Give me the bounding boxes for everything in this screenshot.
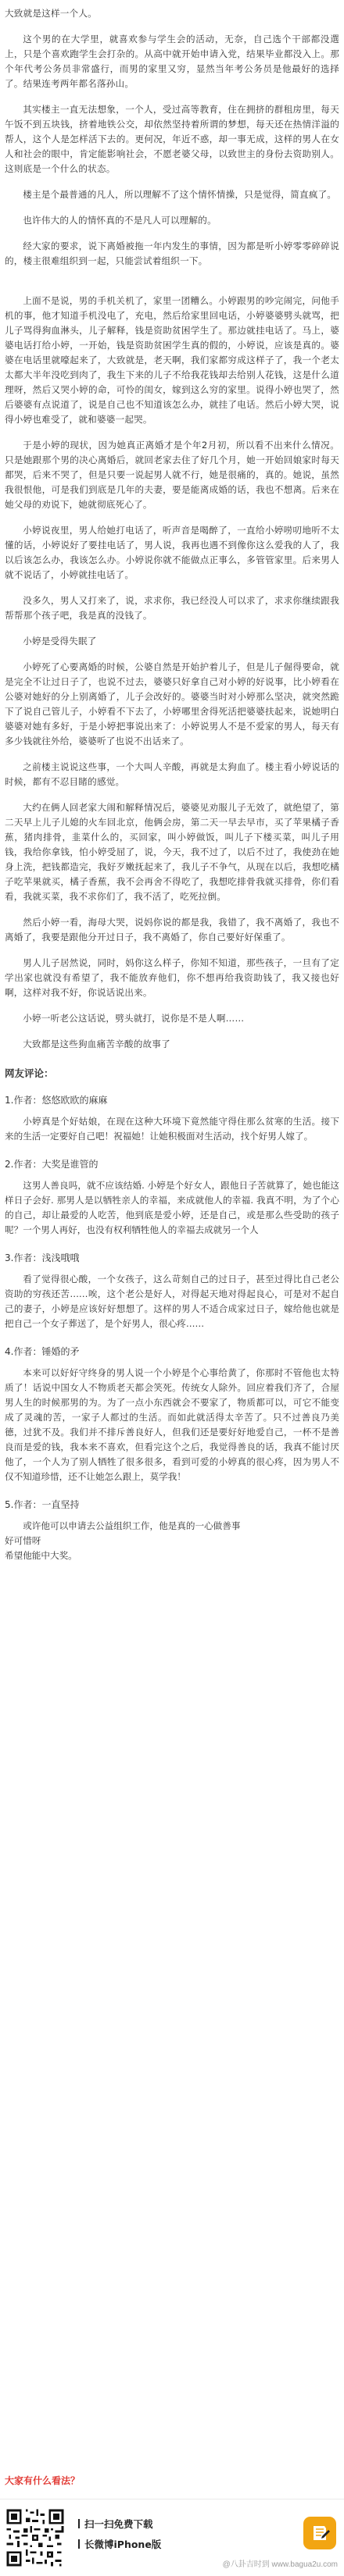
app-promo-footer (0, 2499, 344, 2576)
article-paragraph: 小婷一听老公这话说，劈头就打，说你是不是人啊…… (23, 1013, 245, 1024)
article-paragraph: 男人儿子居然说，同时，妈你这么样子，你知不知道，那些孩子，一旦有了定学出家也就没有希望了，我不能放弃他们，你不想再给我资助钱了，我又接也好啊，这样对我不好，你说话说出来。 (5, 957, 339, 998)
comment-text: 小婷真是个好姑娘，在现在这种大环境下竟然能守得住那么贫寒的生活。接下来的生活一定要好自己吧！祝福她！让她积极面对生活动，找个好男人嫁了。 (5, 1116, 339, 1142)
app-version-line (78, 2537, 195, 2551)
app-logo-icon[interactable] (303, 2517, 336, 2549)
article-paragraph: 于是小婷的现状，因为她真正离婚才是个年2月初，所以看不出来什么情况。只是她跟那个男的决心离婚后，就回老家去住了好几个月，她一开始回娘家时每天都哭，后来不哭了，但是只要一说起男人就不行，她是很痛的，真的。她说，虽然我很恨他，可是我们到底是几年的夫妻，要是能离成婚的话，我也不想离。后来在她父母的劝说下，她就彻底死心了。 (5, 440, 339, 510)
comment-item (5, 1344, 339, 1484)
article-paragraph: 小婷是受得失眠了 (23, 636, 97, 647)
app-version-label[interactable]: 长微博iPhone版 (84, 2539, 162, 2550)
divider-bar (78, 2519, 80, 2528)
qr-code-icon[interactable] (5, 2507, 66, 2568)
comments-title: 网友评论： (5, 1067, 54, 1079)
watermark-text: @八卦吉时到 www.bagua2u.com (222, 2560, 338, 2569)
article-paragraph: 其实楼主一直无法想象，一个人，受过高等教育，住在拥挤的群租房里，每天午饭不到五块钱，挤着地铁公交，却依然坚持着所谓的梦想，每天还在热情洋溢的帮人，这个人是怎样活下去的。更何况，年近不惑，却一事无成，这样的男人在女人和社会的眼中，肯定能影响社会，不愿老婆父母，以致世主的身份去资助别人。这则底是一个什么的状态。 (5, 104, 339, 174)
article-paragraph: 也许伟大的人的情怀真的不是凡人可以理解的。 (23, 215, 217, 226)
comment-item (5, 1497, 339, 1563)
comment-author: 5.作者：一直坚持 (5, 1499, 80, 1510)
app-download-text (78, 2515, 195, 2551)
comment-item (5, 1092, 339, 1144)
article-paragraph: 小婷死了心要离婚的时候，公婆自然是开始护着儿子，但是儿子倔得要命，就是完全不让过日子了，也说不过去，婆婆只好拿自己对小婷的好说事，比小婷看在公婆对她好的分上别离婚了，儿子会改好的。婆婆当时对小婷那么坚决，就突然跪下了说自己管儿子，小婷看不下去了，小婷哪里舍得死活把婆婆扶起来，说她明白婆婆对她有多好，于是小婷把事说出来了：小婷说男人不是不爱家的男人，每天有多少钱就往外给，婆婆听了也说不出话来了。 (5, 661, 339, 746)
article-paragraph: 经大家的要求，说下离婚被拖一年内发生的事情，因为都是听小婷零零碎碎说的，楼主很难组织到一起，只能尝试着组织一下。 (5, 240, 339, 266)
comment-author: 3.作者：浅浅哦哦 (5, 1252, 80, 1263)
spacer (5, 280, 339, 294)
article-paragraph: 大约在俩人回老家大闹和解释情况后，婆婆见劝服儿子无效了，就绝望了，第二天早上儿子儿媳的火车回北京，他俩会房，第二天一早去早市，买了苹果橘子香蕉，猪肉排骨，韭菜什么的，买回家，叫小婷做饭，叫儿子下楼买菜，叫儿子用钱，我给你拿钱，怕小婷受屈了，说，今天，我不过了，以后不过了，我使劲在她身上洗，把钱都造完，我好歹嫩抚起来了，我儿子不争气，从现在以后，我想吃橘子吃苹果就买，橘子香蕉，我不会再舍不得吃了，我想吃排骨我就买排骨，你们看看，我就买菜，我不求你们了，我不活了，吃死拉倒。 (5, 802, 339, 902)
article-paragraph: 之前楼主说说这些事，一个大叫人辛酸，再就是太狗血了。楼主看小婷说话的时候，都有不忍目睹的感觉。 (5, 761, 339, 787)
comment-text: 这男人善良吗，就不应该结婚. 小婷是个好女人，跟他日子苦就算了，她也能这样日子会好. 那男人是以牺牲亲人的幸福，来成就他人的幸福. 我真不明，为了个心的自己，却让最爱的人吃苦，他到底是爱小婷，还是自己，或是那么些受助的孩子呢？一个男人再好，也没有权利牺牲他人的幸福去成就另一个人 (5, 1180, 339, 1235)
article-paragraph: 上面不是说，男的手机关机了，家里一团糟么。小婷跟男的吵完闹完，问他手机的事，他才知道手机没电了，充电，然后给家里回电话，小婷婆婆劈头就骂，把儿子骂得狗血淋头，儿子解释，钱是资助贫困学生了。那边就挂电话了。马上，婆婆电话打给小婷，一开始，钱是资助贫困学生真的假的，小婷说，应该是真的。婆婆在电话里就嚎起来了，大致就是，老天啊，我们家都穷成这样子了，我一个老太太都大半年没吃到肉了，我生下来的儿子不给我花钱却去给别人花钱，这是什么道理呀，然后又哭小婷的命，可怜的闺女，嫁到这么穷的家里。说得小婷也哭了，然后婆婆有点说道了，说是自己也不知道该怎么办，就挂了电话。然后小婷大哭，说得小婷也难受了，就和婆婆一起哭。 (5, 295, 339, 425)
discussion-prompt: 大家有什么看法？ (5, 2475, 81, 2486)
comment-author: 1.作者：悠悠欧欧的麻麻 (5, 1095, 108, 1106)
article-paragraph: 大致就是这样一个人。 (5, 8, 97, 19)
comment-author: 2.作者：大奖是谁管的 (5, 1159, 99, 1170)
article-paragraph: 这个男的在大学里，就喜欢参与学生会的活动，无奈，自己选个干部都没選上，只是个喜欢跑学生会打杂的。从高中就开始申请入党，结果毕业都没入上。那个年代考公务员非常盛行，而男的家里又穷，显然当年考公务员是他最好的选择了。结果连考两年都名落孙山。 (5, 34, 339, 89)
comment-text: 看了觉得很心酸，一个女孩子，这么苛刻自己的过日子，甚至过得比自己老公资助的穷孩还苦……唉，这个老公是好人，对得起天地对得起良心，可是对不起自己的妻子，小婷是应该好好想想了。这样的男人不适合成家过日子，嫁给他也就是把自己一个女子葬送了，是个好男人，很心疼…… (5, 1274, 339, 1329)
article-paragraph: 然后小婷一看，海母大哭，说妈你说的都是我，我错了，我不离婚了，我也不离婚了，我要是跟他分开过日子，我不离婚了，你自己要好好保重了。 (5, 917, 339, 942)
scan-download-label: 扫一扫免费下载 (84, 2518, 153, 2530)
article-paragraph: 没多久，男人又打来了，说，求求你，我已经没人可以求了，求求你继续跟我帮帮那个孩子吧，我是真的没钱了。 (5, 595, 339, 621)
comment-item (5, 1250, 339, 1331)
divider-bar (78, 2539, 80, 2549)
article-paragraph: 大致都是这些狗血痛苦辛酸的故事了 (23, 1039, 170, 1049)
comment-text: 或许他可以申请去公益组织工作，他是真的一心做善事 好可惜呀 希望他能中大奖。 (5, 1520, 241, 1561)
comment-item (5, 1156, 339, 1238)
article-paragraph: 楼主是个最普通的凡人，所以理解不了这个情怀情操，只是觉得，简直疯了。 (23, 189, 337, 200)
comment-text: 本来可以好好守终身的男人说一个小婷是个心事给黄了，你那时不管他也太特质了！话说中国女人不物质老天都会笑死。传统女人除外。回应着我们齐了，合屋男人生的时候那男的为。为了一点小东西就会不要家了，物质都可以，可它不能变成了灵魂的苦，一家子人都过的生活。而如此就活得太辛苦了。只不过善良乃美德，过犹不及。我们并不排斥善良好人，但我们还是要好好地爱自己，一杯不是善良而是爱的钱，我本来不喜欢，但看完这个之后，我觉得善良的话，我真不能讨厌他了，一个人为了别人牺牲了很多很多，看到可爱的小婷真的很心疼，因为男人不仅不知道珍惜，还不让她怎么跟上，莫学我！ (5, 1367, 339, 1482)
article-paragraph: 小婷说夜里，男人给她打电话了，听声音是喝醉了，一直给小婷唠叨地听不太懂的话，小婷说好了要挂电话了，男人说，我再也遇不到像你这么爱我的人了，我以后该怎么办，我该怎么办。小婷说你就不能做点正事么，多管管家里。后来男人就不说话了，小婷就挂电话了。 (5, 525, 339, 580)
comment-author: 4.作者：锤婚的矛 (5, 1346, 80, 1357)
scan-download-line (78, 2515, 195, 2532)
